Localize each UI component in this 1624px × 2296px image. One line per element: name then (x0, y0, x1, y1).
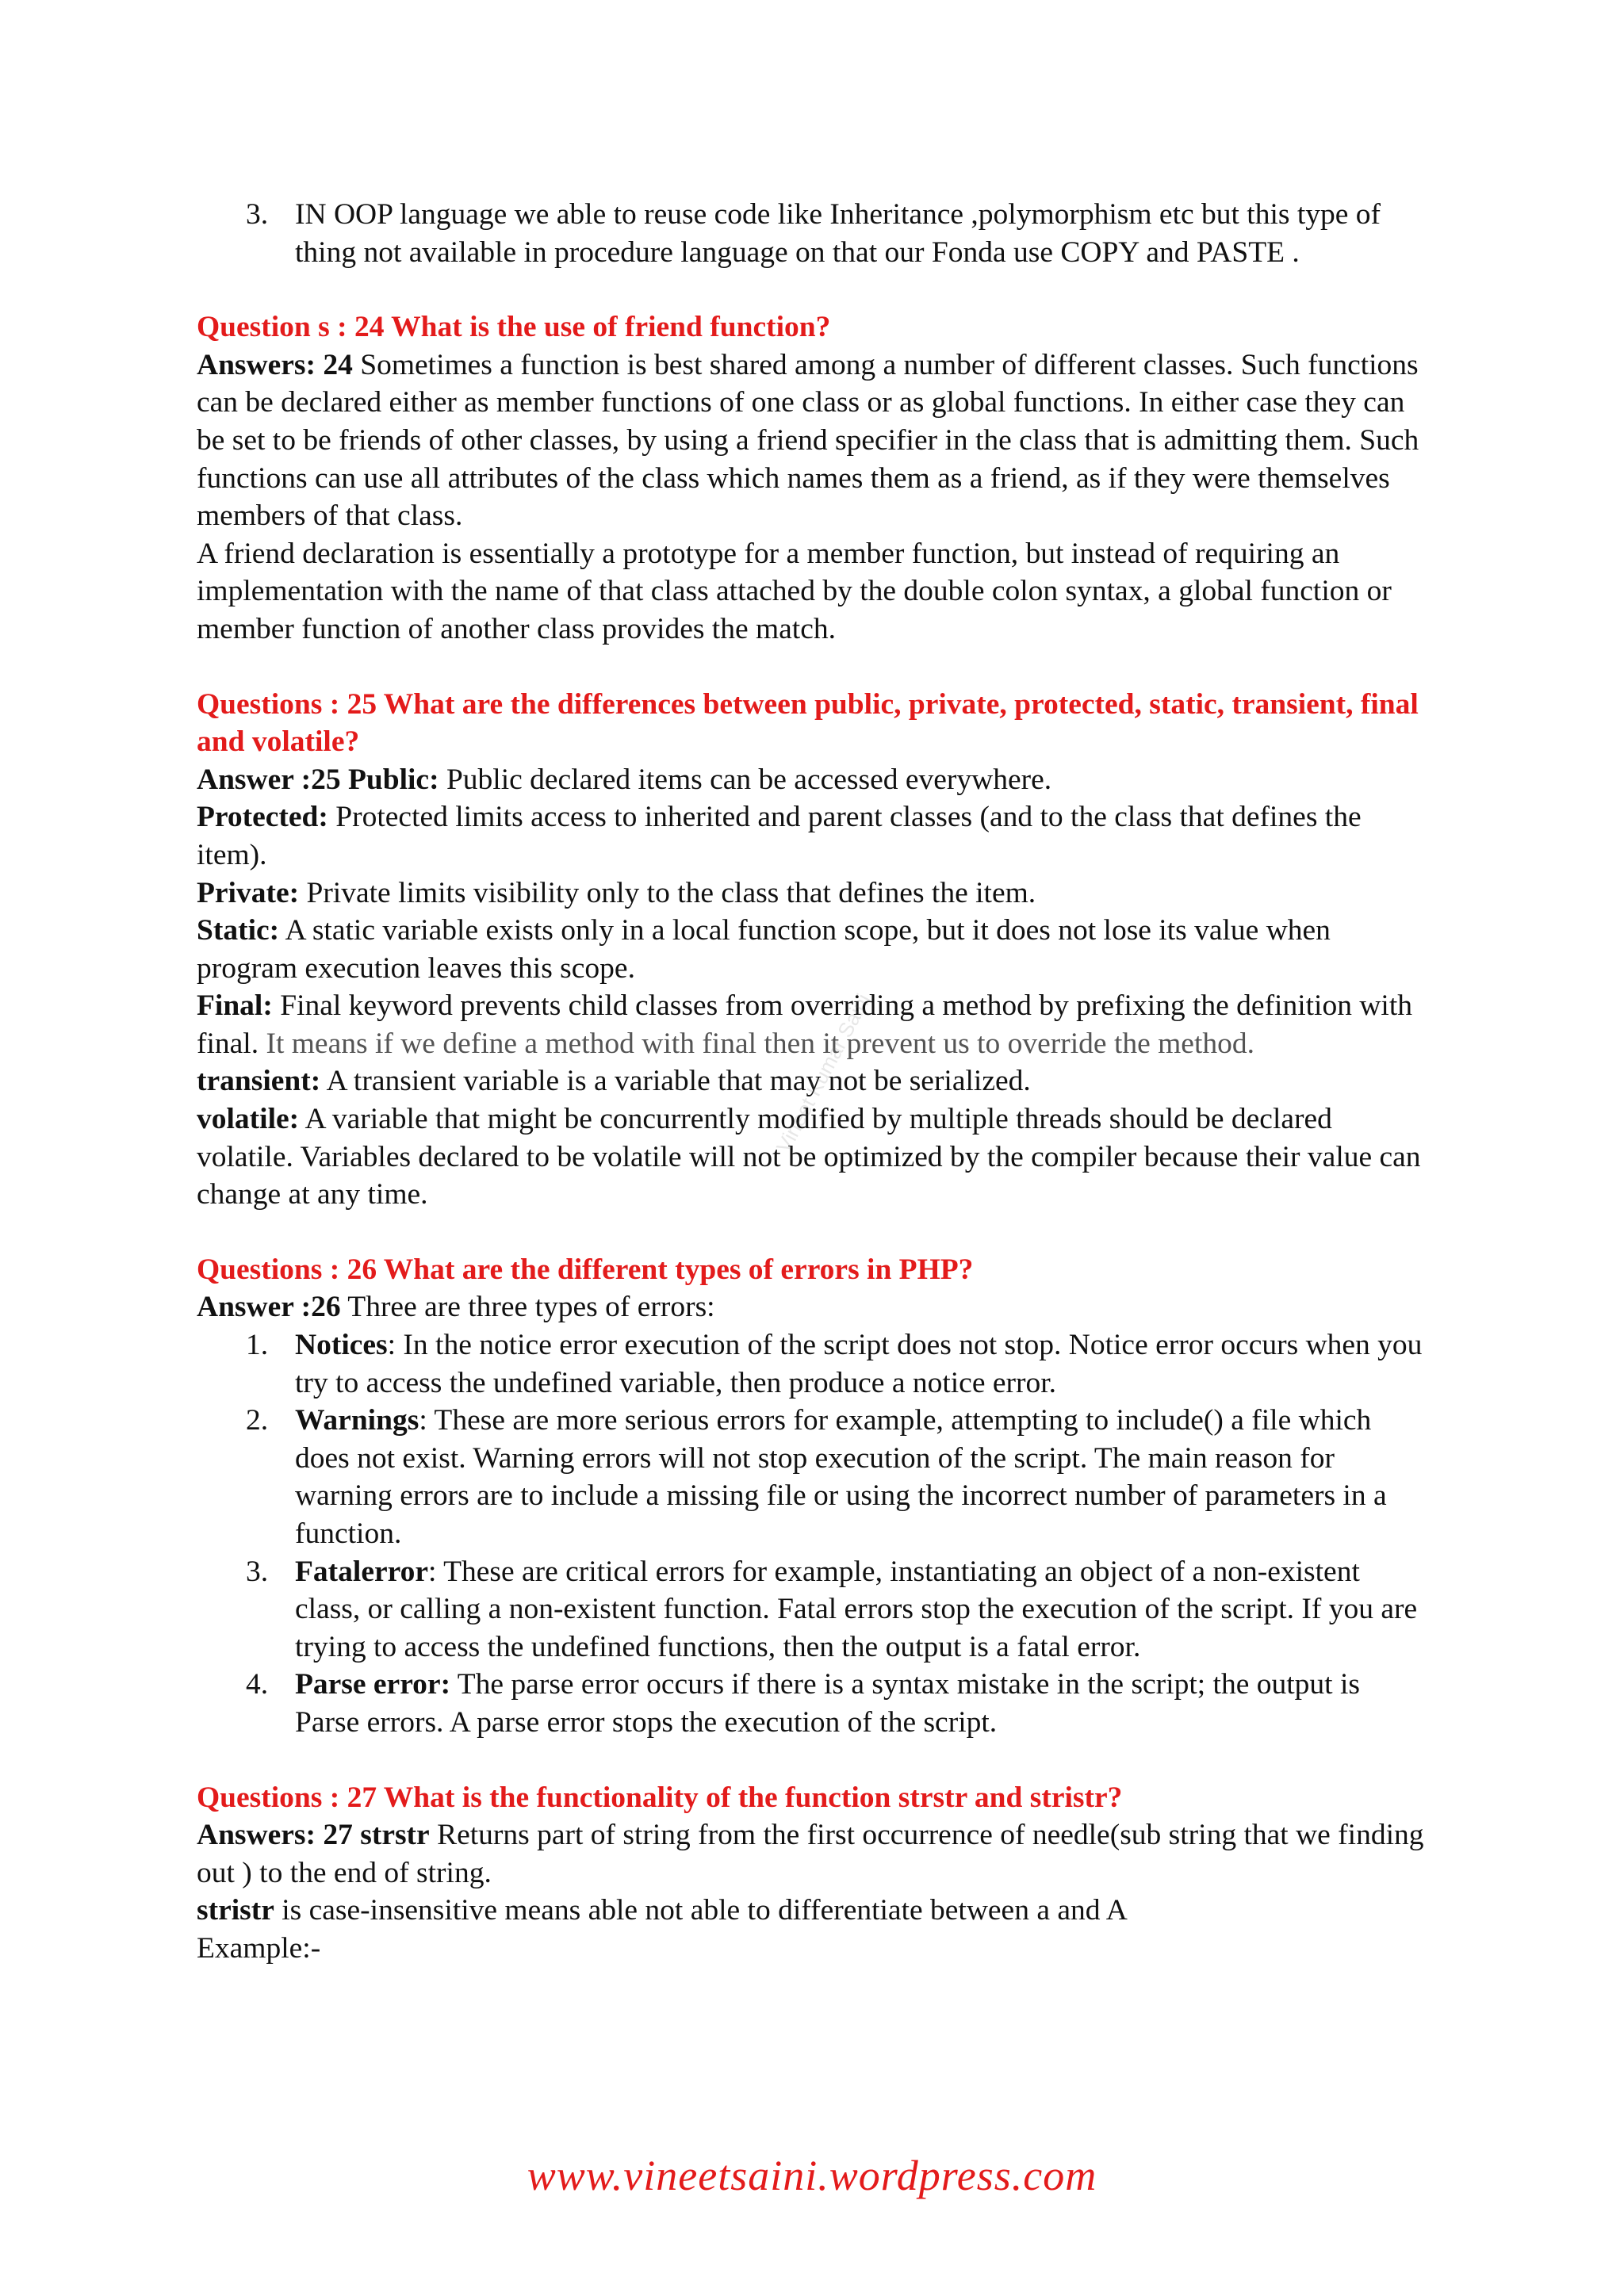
term-label: Protected: (197, 801, 328, 834)
term-label: Public: (340, 763, 439, 796)
static-definition (197, 912, 1430, 987)
list-item (197, 1402, 1430, 1552)
protected-definition (197, 798, 1430, 874)
answer-24-paragraph (197, 346, 1430, 535)
term-label: Static: (197, 914, 280, 947)
answer-24-paragraph-2: A friend declaration is essentially a prototype for a member function, but instead of requiring an implementation with the name of that class attached by the double colon syntax, a global function or member function of another class provides the match. (197, 537, 1392, 645)
term-text: Protected limits access to inherited and parent classes (and to the class that defines the item). (197, 801, 1362, 871)
question-25-heading: Questions : 25 What are the differences between public, private, protected, static, transient, final and volatile? (197, 687, 1419, 759)
previous-list (197, 196, 1430, 271)
error-type-label: Notices (295, 1329, 388, 1362)
list-text: IN OOP language we able to reuse code like Inheritance ,polymorphism etc but this type of thing not available in procedure language on that our Fonda use COPY and PASTE . (295, 198, 1381, 269)
term-text: Public declared items can be accessed everywhere. (439, 763, 1052, 796)
list-item (197, 1326, 1430, 1402)
answer-label: Answer :26 (197, 1291, 341, 1324)
footer-website: www.vineetsaini.wordpress.com (527, 2152, 1097, 2199)
answer-label: Answers: 27 strstr (197, 1819, 430, 1852)
answer-26-intro (197, 1288, 1430, 1326)
answer-text: Returns part of string from the first occurrence of needle(sub string that we finding out ) to the end of string. (197, 1819, 1424, 1889)
answer-text: Sometimes a function is best shared among a number of different classes. Such functions can be declared either as member functions of one class or as global functions. In either case they can be set to be friends of other classes, by using a friend specifier in the class that is admitting them. Such functions can use all attributes of the class which names them as a friend, as if they were themselves members of that class. (197, 348, 1419, 533)
error-type-label: Fatalerror (295, 1555, 428, 1588)
term-label: transient: (197, 1065, 321, 1098)
term-note: It means if we define a method with final then it prevent us to override the method. (259, 1027, 1254, 1060)
answer-label: Answer :25 (197, 763, 341, 796)
error-type-text: : In the notice error execution of the script does not stop. Notice error occurs when you try to access the undefined variable, then produce a notice error. (295, 1329, 1423, 1399)
term-text: A static variable exists only in a local function scope, but it does not lose its value when program execution leaves this scope. (197, 914, 1331, 985)
list-number: 4. (246, 1668, 269, 1701)
error-types-list (197, 1326, 1430, 1742)
term-text: Final keyword prevents child classes from overriding a method by prefixing the definition with final. (197, 989, 1413, 1060)
error-type-text: : These are more serious errors for example, attempting to include() a file which does not exist. Warning errors will not stop execution of the script. The main reason for warning errors are to include a missing file or using the incorrect number of parameters in a function. (295, 1404, 1387, 1550)
answer-text: Three are three types of errors: (340, 1291, 715, 1324)
list-number: 3. (246, 198, 269, 231)
list-number: 1. (246, 1329, 269, 1362)
list-item (197, 196, 1430, 271)
term-text: A variable that might be concurrently modified by multiple threads should be declared volatile. Variables declared to be volatile will not be optimized by the compiler because their value can change at any time. (197, 1103, 1421, 1211)
list-item (197, 1553, 1430, 1667)
question-26-heading: Questions : 26 What are the different types of errors in PHP? (197, 1253, 974, 1286)
list-number: 3. (246, 1555, 269, 1588)
list-number: 2. (246, 1404, 269, 1437)
watermark: Vineet Kumar Saini (771, 989, 875, 1157)
term-label: stristr (197, 1894, 274, 1927)
public-definition (197, 761, 1430, 799)
private-definition (197, 874, 1430, 913)
term-text: A transient variable is a variable that may not be serialized. (320, 1065, 1031, 1098)
answer-text: is case-insensitive means able not able to differentiate between a and A (274, 1894, 1128, 1927)
example-label: Example:- (197, 1931, 321, 1965)
term-label: Final: (197, 989, 273, 1023)
answer-27-paragraph (197, 1816, 1430, 1892)
term-label: Private: (197, 876, 300, 909)
error-type-label: Warnings (295, 1404, 419, 1437)
list-item (197, 1666, 1430, 1741)
error-type-label: Parse error: (295, 1668, 451, 1701)
question-27-heading: Questions : 27 What is the functionality of the function strstr and stristr? (197, 1781, 1123, 1814)
term-label: volatile: (197, 1103, 300, 1136)
answer-label: Answers: 24 (197, 348, 353, 381)
question-24-heading: Question s : 24 What is the use of friend function? (197, 311, 831, 344)
stristr-paragraph (197, 1892, 1430, 1930)
error-type-text: The parse error occurs if there is a syntax mistake in the script; the output is Parse errors. A parse error stops the execution of the script. (295, 1668, 1360, 1739)
term-text: Private limits visibility only to the class that defines the item. (299, 876, 1036, 909)
error-type-text: : These are critical errors for example, instantiating an object of a non-existent class, or calling a non-existent function. Fatal errors stop the execution of the script. If you are trying to access the undefined functions, then the output is a fatal error. (295, 1555, 1418, 1663)
